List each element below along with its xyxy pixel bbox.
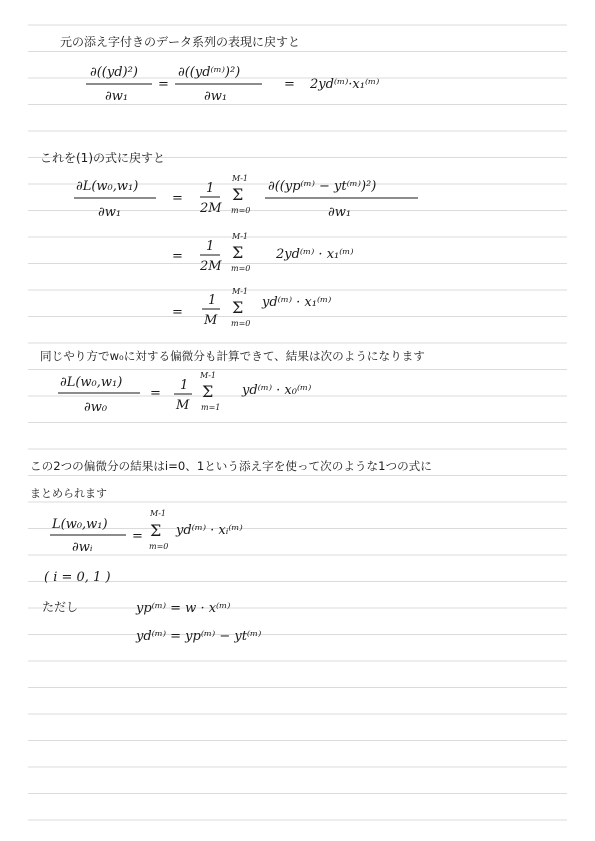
sec2-line3-sum-symbol: Σ: [232, 298, 244, 317]
sec2-line3-term: yd⁽ᵐ⁾ · x₁⁽ᵐ⁾: [262, 295, 332, 310]
sec2-lhs-numerator: ∂L(w₀,w₁): [76, 179, 139, 194]
sec3-lhs-numerator: ∂L(w₀,w₁): [60, 375, 123, 390]
sec4-term: yd⁽ᵐ⁾ · xᵢ⁽ᵐ⁾: [176, 523, 243, 538]
sec1-equals-1: =: [158, 77, 169, 92]
sec4-condition: ( i = 0, 1 ): [44, 570, 111, 585]
sec2-line3-sum-top: M-1: [232, 287, 248, 296]
sec2-line3-sum-bottom: m=0: [231, 319, 251, 328]
sec4-definition-yd: yd⁽ᵐ⁾ = yp⁽ᵐ⁾ − yt⁽ᵐ⁾: [136, 629, 262, 644]
sec4-lhs-denominator: ∂wᵢ: [72, 540, 93, 555]
sec2-line3-coef-numerator: 1: [208, 293, 217, 308]
sec2-line1-sum-symbol: Σ: [232, 185, 244, 204]
section-4: [30, 459, 432, 644]
sec2-line2-equals: =: [172, 249, 183, 264]
sec2-lhs-denominator: ∂w₁: [98, 205, 122, 220]
sec4-tadashi: ただし: [42, 600, 79, 614]
section-3: [40, 349, 425, 415]
sec2-line2-sum-symbol: Σ: [232, 243, 244, 262]
sec3-sum-top: M-1: [200, 371, 216, 380]
sec2-line3-equals: =: [172, 305, 183, 320]
sec1-rhs-denominator: ∂w₁: [204, 89, 228, 104]
sec2-line1-term-numerator: ∂((yp⁽ᵐ⁾ − yt⁽ᵐ⁾)²): [268, 179, 377, 194]
sec3-sum-symbol: Σ: [202, 382, 214, 401]
sec2-line1-coef-numerator: 1: [206, 181, 215, 196]
sec4-sum-symbol: Σ: [150, 521, 162, 540]
sec4-heading-line1: この2つの偏微分の結果はi=0、1という添え字を使って次のような1つの式に: [30, 459, 432, 473]
sec3-lhs-denominator: ∂w₀: [84, 400, 108, 415]
sec1-heading: 元の添え字付きのデータ系列の表現に戻すと: [60, 35, 301, 49]
sec2-line3-coef-denominator: M: [204, 313, 218, 328]
sec2-line1-term-denominator: ∂w₁: [328, 205, 352, 220]
sec3-coef-denominator: M: [176, 398, 190, 413]
sec3-coef-numerator: 1: [180, 378, 189, 393]
section-2: [40, 150, 418, 328]
sec4-heading-line2: まとめられます: [30, 487, 107, 500]
sec3-equals: =: [150, 386, 161, 401]
sec1-lhs-numerator: ∂((yd)²): [90, 65, 138, 80]
section-1: [60, 34, 379, 104]
sec4-lhs-numerator: L(w₀,w₁): [52, 517, 108, 532]
sec2-line2-term: 2yd⁽ᵐ⁾ · x₁⁽ᵐ⁾: [276, 247, 354, 262]
sec2-line1-sum-top: M-1: [232, 174, 248, 183]
sec3-term: yd⁽ᵐ⁾ · x₀⁽ᵐ⁾: [242, 383, 312, 398]
sec1-rhs-numerator: ∂((yd⁽ᵐ⁾)²): [178, 65, 241, 80]
sec2-line2-sum-top: M-1: [232, 232, 248, 241]
sec3-heading: 同じやり方でw₀に対する偏微分も計算できて、結果は次のようになります: [40, 349, 425, 363]
sec4-definition-yp: yp⁽ᵐ⁾ = w · x⁽ᵐ⁾: [136, 601, 231, 616]
sec2-line2-sum-bottom: m=0: [231, 264, 251, 273]
sec2-heading: これを(1)の式に戻すと: [40, 151, 165, 165]
sec4-sum-bottom: m=0: [149, 542, 169, 551]
sec2-line1-sum-bottom: m=0: [231, 206, 251, 215]
sec2-line2-coef-numerator: 1: [206, 239, 215, 254]
sec2-line2-coef-denominator: 2M: [200, 259, 222, 274]
sec1-equals-2: =: [284, 77, 295, 92]
sec4-equals: =: [132, 529, 143, 544]
sec1-lhs-denominator: ∂w₁: [105, 89, 129, 104]
sec4-sum-top: M-1: [150, 509, 166, 518]
sec1-result: 2yd⁽ᵐ⁾·x₁⁽ᵐ⁾: [310, 77, 380, 92]
sec2-line1-coef-denominator: 2M: [200, 201, 222, 216]
sec2-line1-equals: =: [172, 191, 183, 206]
sec3-sum-bottom: m=1: [201, 403, 221, 412]
